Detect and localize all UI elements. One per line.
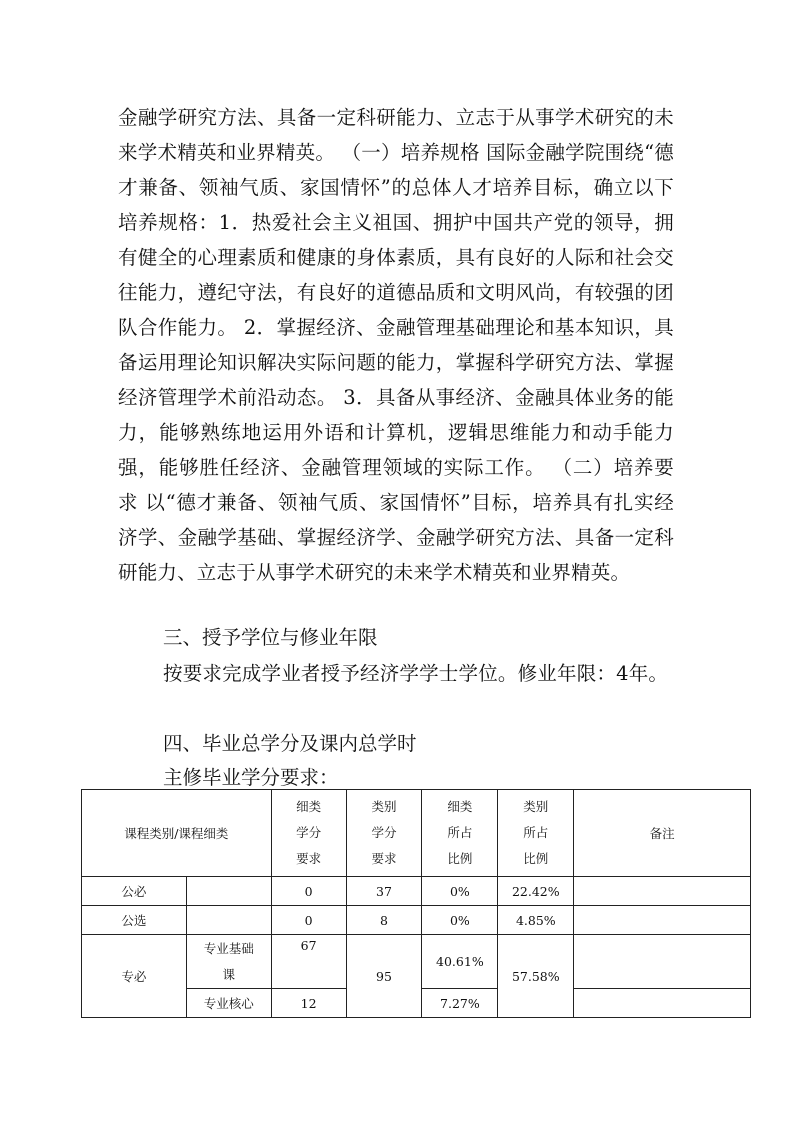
training-specification-paragraph: 金融学研究方法、具备一定科研能力、立志于从事学术研究的未来学术精英和业界精英。 （一）培养规格 国际金融学院围绕“德才兼备、领袖气质、家国情怀”的总体人才培养目标，确立以下培养规格：1．热爱社会主义祖国、拥护中国共产党的领导，拥有健全的心理素质和健康的身体素质，具有良好的人际和社会交往能力，遵纪守法，有良好的道德品质和文明风尚，有较强的团队合作能力。 2．掌握经济、金融管理基础理论和基本知识，具备运用理论知识解决实际问题的能力，掌握科学研究方法、掌握经济管理学术前沿动态。 3．具备从事经济、金融具体业务的能力，能够熟练地运用外语和计算机，逻辑思维能力和动手能力强，能够胜任经济、金融管理领域的实际工作。 （二）培养要求 以“德才兼备、领袖气质、家国情怀”目标，培养具有扎实经济学、金融学基础、掌握经济学、金融学研究方法、具备一定科研能力、立志于从事学术研究的未来学术精英和业界精英。 (118, 106, 674, 584)
header-category: 课程类别/课程细类 (82, 790, 272, 877)
row-subcategory: 专业基础 课 (186, 935, 271, 989)
row-sub-ratio: 0% (422, 906, 498, 935)
row-category-ratio: 22.42% (498, 877, 574, 906)
row-remarks (574, 877, 751, 906)
row-category-credits: 95 (346, 935, 422, 1018)
row-category: 专必 (82, 935, 187, 1018)
row-category: 公选 (82, 906, 187, 935)
table-row-gongxuan (82, 906, 751, 935)
row-sub-ratio: 7.27% (422, 989, 498, 1018)
row-category: 公必 (82, 877, 187, 906)
row-category-credits: 8 (346, 906, 422, 935)
header-remarks: 备注 (574, 790, 751, 877)
row-subcategory-empty (186, 906, 271, 935)
row-sub-credits: 12 (271, 989, 346, 1018)
section-heading-degree: 三、授予学位与修业年限 (163, 626, 378, 649)
header-sub-credits: 细类 学分 要求 (271, 790, 346, 877)
table-row-gongbi (82, 877, 751, 906)
row-category-ratio: 57.58% (498, 935, 574, 1018)
row-subcategory: 专业核心 (186, 989, 271, 1018)
row-subcategory-empty (186, 877, 271, 906)
credits-intro: 主修毕业学分要求： (163, 766, 339, 789)
header-sub-ratio: 细类 所占 比例 (422, 790, 498, 877)
header-category-credits: 类别 学分 要求 (346, 790, 422, 877)
section-heading-credits: 四、毕业总学分及课内总学时 (163, 732, 417, 755)
header-category-ratio: 类别 所占 比例 (498, 790, 574, 877)
degree-paragraph: 按要求完成学业者授予经济学学士学位。修业年限：4年。 (163, 662, 669, 685)
credits-table (81, 789, 751, 1018)
row-category-credits: 37 (346, 877, 422, 906)
row-remarks (574, 935, 751, 989)
row-sub-credits: 67 (271, 935, 346, 989)
row-remarks (574, 906, 751, 935)
row-sub-ratio: 0% (422, 877, 498, 906)
row-sub-credits: 0 (271, 877, 346, 906)
row-remarks (574, 989, 751, 1018)
row-category-ratio: 4.85% (498, 906, 574, 935)
row-sub-ratio: 40.61% (422, 935, 498, 989)
row-sub-credits: 0 (271, 906, 346, 935)
table-header-row (82, 790, 751, 877)
table-row-zhuanbi-foundation (82, 935, 751, 989)
